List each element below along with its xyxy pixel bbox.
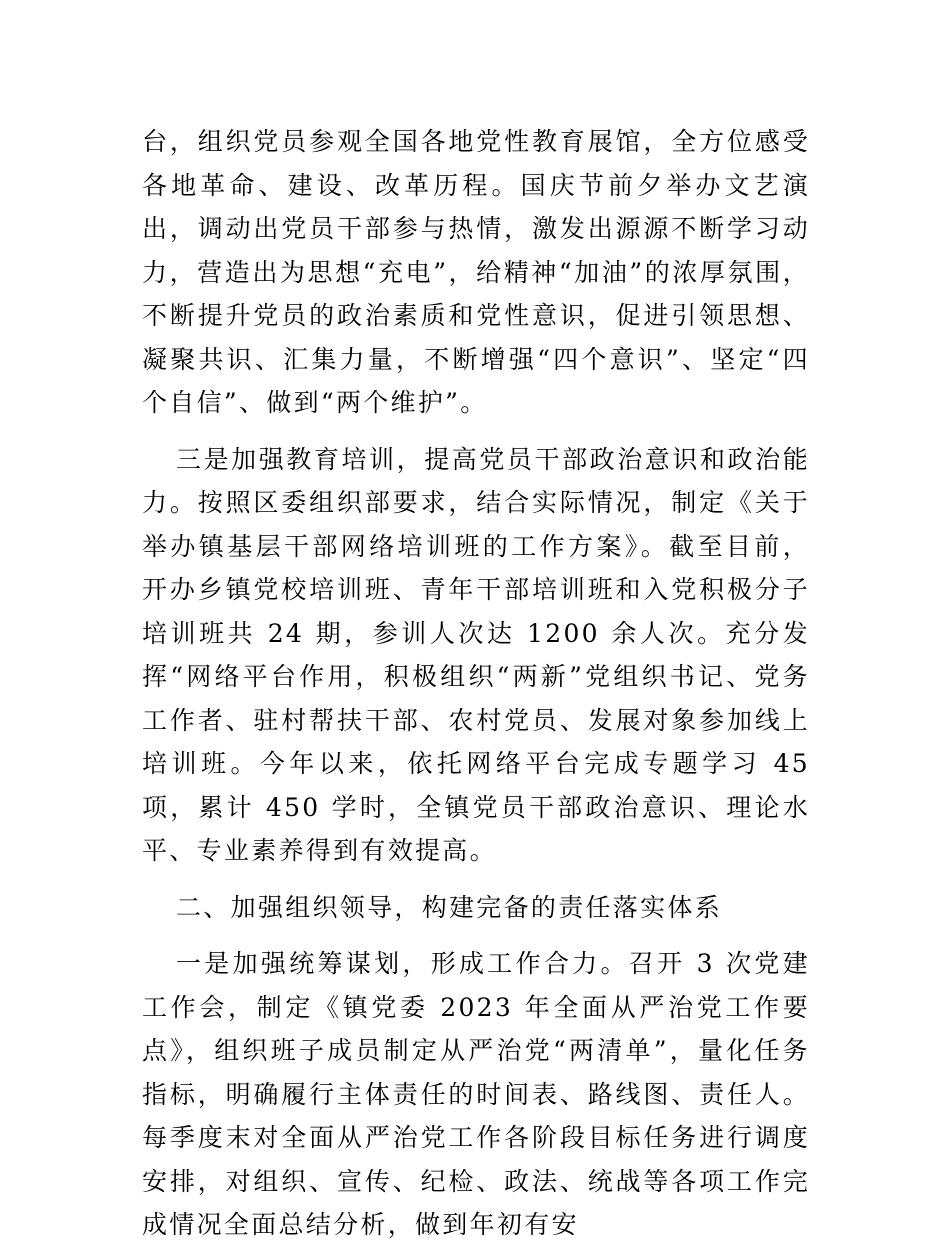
paragraph-gap [142, 425, 810, 438]
body-paragraph-1: 台，组织党员参观全国各地党性教育展馆，全方位感受各地革命、建设、改革历程。国庆节前夕举办文艺演出，调动出党员干部参与热情，激发出源源不断学习动力，营造出为思想“充电”，给精神“加油”的浓厚氛围，不断提升党员的政治素质和党性意识，促进引领思想、凝聚共识、汇集力量，不断增强“四个意识”、坚定“四个自信”、做到“两个维护”。 [142, 127, 810, 417]
paragraph-gap [142, 873, 810, 886]
body-paragraph-4: 一是加强统筹谋划，形成工作合力。召开 3 次党建工作会，制定《镇党委 2023 年全面从严治党工作要点》，组织班子成员制定从严治党“两清单”，量化任务指标，明确履行主体责任的时间表、路线图、责任人。每季度末对全面从严治党工作各阶段目标任务进行调度安排，对组织、宣传、纪检、政法、统战等各项工作完成情况全面总结分析，做到年初有安 [142, 949, 810, 1239]
document-page [142, 120, 810, 1247]
paragraph-gap [142, 929, 810, 942]
section-heading: 二、加强组织领导，构建完备的责任落实体系 [176, 892, 723, 922]
body-paragraph-2: 三是加强教育培训，提高党员干部政治意识和政治能力。按照区委组织部要求，结合实际情况，制定《关于举办镇基层干部网络培训班的工作方案》。截至目前，开办乡镇党校培训班、青年干部培训班和入党积极分子培训班共 24 期，参训人次达 1200 余人次。充分发挥“网络平台作用，积极组织“两新”党组织书记、党务工作者、驻村帮扶干部、农村党员、发展对象参加线上培训班。今年以来，依托网络平台完成专题学习 45 项，累计 450 学时，全镇党员干部政治意识、理论水平、专业素养得到有效提高。 [142, 444, 810, 865]
